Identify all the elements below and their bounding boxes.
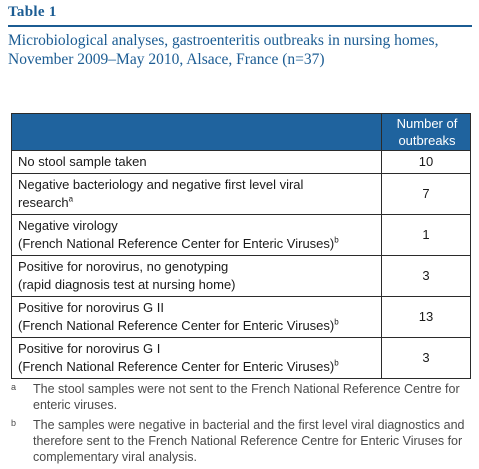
row-label-line-1: No stool sample taken [18, 154, 147, 169]
footnote-marker: b [334, 317, 339, 327]
header-number-of-outbreaks [382, 114, 471, 151]
row-value-cell: 3 [382, 338, 471, 379]
header-line-1: Number of [396, 116, 458, 131]
row-label-line-2: research [18, 195, 69, 210]
row-value-cell: 10 [382, 151, 471, 174]
row-label-line-1: Negative virology [18, 218, 118, 233]
table-row [12, 297, 471, 338]
table-label: Table 1 [8, 4, 57, 20]
row-label-cell [12, 338, 382, 379]
footnote-text: The stool samples were not sent to the French National Reference Centre for enteric viruses. [33, 382, 460, 412]
header-blank-cell [12, 114, 382, 151]
footnotes [11, 381, 475, 469]
footnote-mark: b [11, 418, 17, 428]
footnote-mark: a [11, 382, 17, 392]
row-label-cell [12, 151, 382, 174]
title-rule [8, 25, 472, 27]
row-label-line-1: Positive for norovirus G I [18, 341, 161, 356]
table-row [12, 215, 471, 256]
table-row [12, 338, 471, 379]
row-label-cell [12, 174, 382, 215]
row-label-line-1: Positive for norovirus, no genotyping [18, 259, 229, 274]
footnote-text: The samples were negative in bacterial and the first level viral diagnostics and therefore sent to the French National Reference Centre for Enteric Viruses for complementary viral analysis. [33, 418, 465, 464]
row-label-line-2: (French National Reference Center for Enteric Viruses) [18, 318, 335, 333]
row-label-cell [12, 215, 382, 256]
row-value-cell: 3 [382, 256, 471, 297]
table-caption: Microbiological analyses, gastroenteritis outbreaks in nursing homes, November 2009–May 2010, Alsace, France (n=37) [8, 32, 439, 68]
footnote-marker: a [68, 194, 74, 204]
row-value-cell: 13 [382, 297, 471, 338]
row-label-line-2: (French National Reference Center for Enteric Viruses) [18, 236, 335, 251]
row-label-line-1: Negative bacteriology and negative first level viral [18, 177, 304, 192]
table-row [12, 256, 471, 297]
footnote [11, 417, 475, 465]
table-row [12, 174, 471, 215]
footnote [11, 381, 475, 413]
row-label-line-2: (French National Reference Center for Enteric Viruses) [18, 359, 335, 374]
table-row [12, 151, 471, 174]
outbreak-table [11, 113, 471, 379]
row-label-line-2: (rapid diagnosis test at nursing home) [18, 277, 236, 292]
row-label-cell [12, 256, 382, 297]
row-value-cell: 7 [382, 174, 471, 215]
table-header-row [12, 114, 471, 151]
header-line-2: outbreaks [398, 133, 456, 148]
row-value-cell: 1 [382, 215, 471, 256]
row-label-line-1: Positive for norovirus G II [18, 300, 164, 315]
footnote-marker: b [334, 235, 339, 245]
footnote-marker: b [334, 358, 339, 368]
row-label-cell [12, 297, 382, 338]
